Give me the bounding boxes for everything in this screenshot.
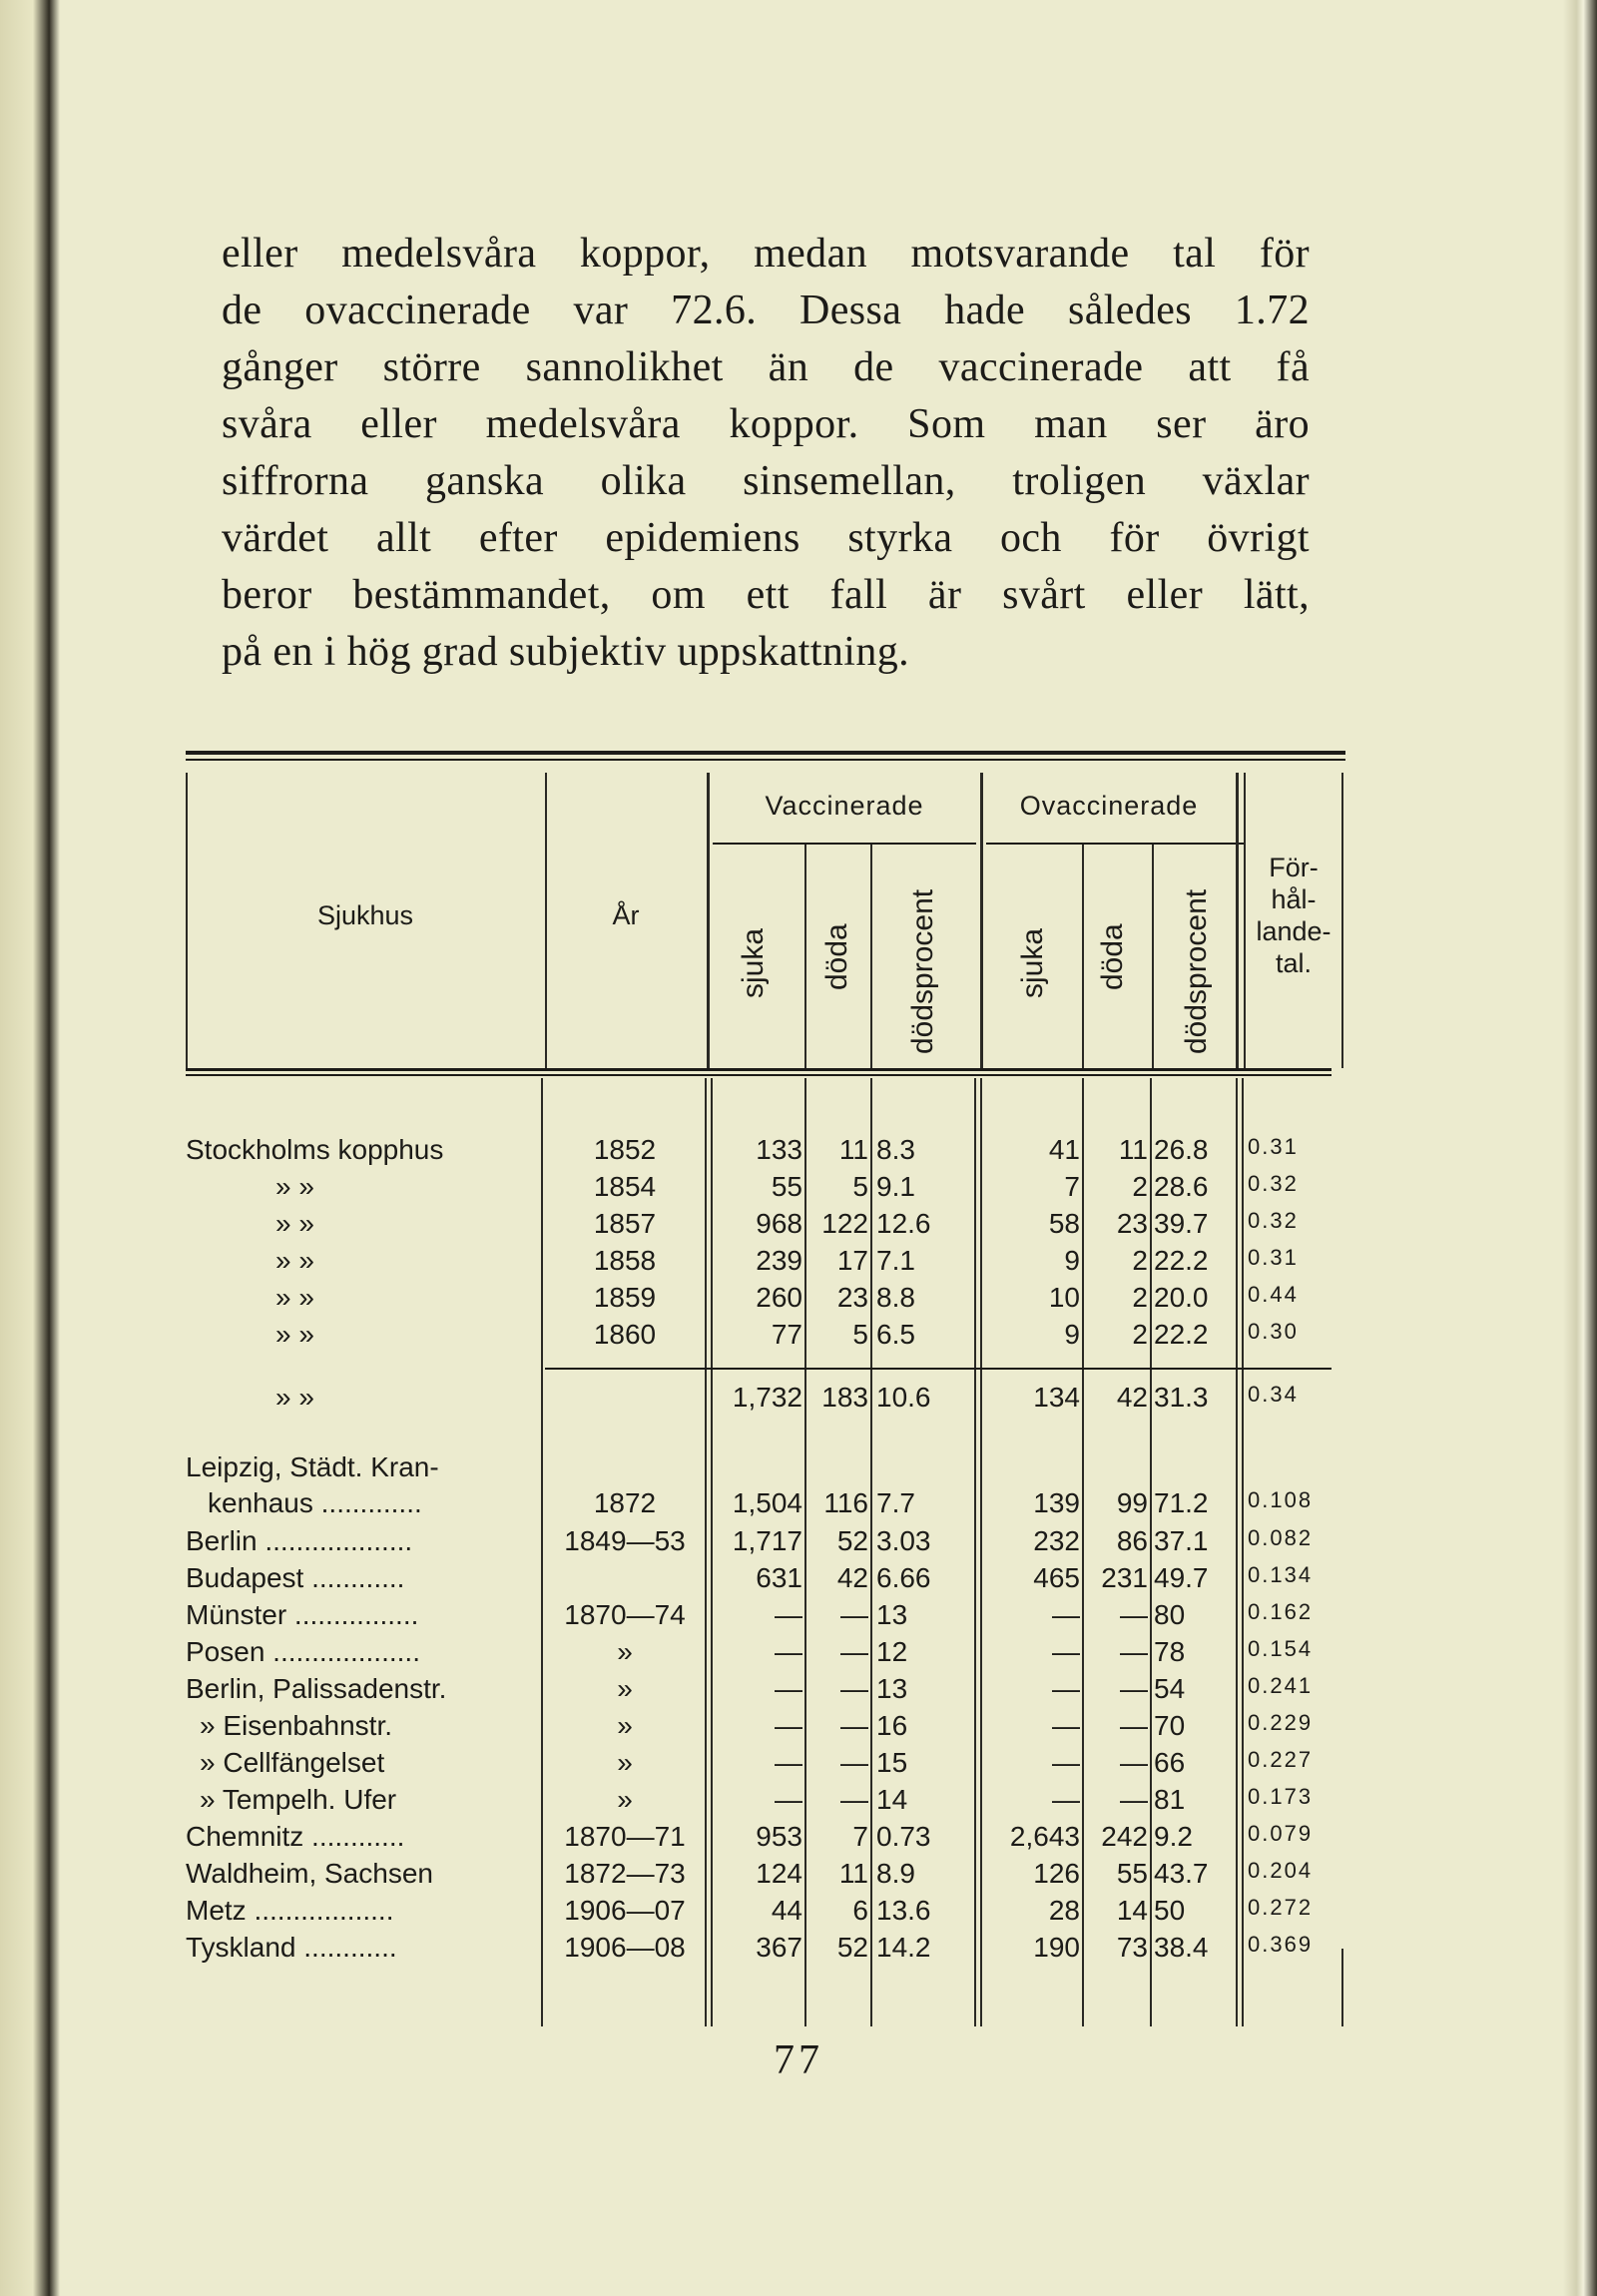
table-cell-vd: 7 — [852, 1821, 868, 1852]
table-cell-f: 0.082 — [1248, 1525, 1314, 1550]
header-o-sjuka: sjuka — [1016, 927, 1049, 998]
table-cell-vs: 124 — [756, 1858, 802, 1889]
table-cell-f: 0.32 — [1248, 1171, 1299, 1196]
table-cell-name: kenhaus ............. — [208, 1487, 422, 1518]
table-cell-year: » — [617, 1636, 633, 1667]
body-divider — [705, 1078, 707, 2026]
page-gutter — [0, 0, 60, 2296]
table-cell-f: 0.162 — [1248, 1599, 1314, 1624]
table-cell-f: 0.272 — [1248, 1895, 1314, 1920]
table-cell-op: 9.2 — [1154, 1821, 1193, 1852]
table-cell-vd: 52 — [836, 1932, 868, 1963]
table-cell-name: Waldheim, Sachsen — [186, 1858, 433, 1889]
header-v-sjuka: sjuka — [737, 927, 770, 998]
table-cell-od: 42 — [1116, 1382, 1148, 1413]
table-cell-f: 0.229 — [1248, 1710, 1314, 1735]
header-forhallande-3: lande- — [1256, 916, 1331, 946]
table-cell-name: Berlin, Palissadenstr. — [186, 1673, 447, 1704]
table-cell-vd: — — [840, 1599, 868, 1630]
table-cell-year: » — [617, 1710, 633, 1741]
table-cell-os: 232 — [1033, 1525, 1080, 1556]
table-cell-vp: 14 — [876, 1784, 908, 1815]
table-cell-name: Stockholms kopphus — [186, 1134, 444, 1165]
table-cell-op: 54 — [1154, 1673, 1186, 1704]
header-v-dodsprocent: dödsprocent — [906, 888, 939, 1054]
table-cell-vs: 133 — [756, 1134, 802, 1165]
table-cell-name: » Eisenbahnstr. — [200, 1710, 393, 1741]
table-cell-year: 1860 — [593, 1319, 657, 1350]
table-cell-vs: 631 — [756, 1562, 802, 1593]
table-cell-op: 37.1 — [1154, 1525, 1209, 1556]
table-cell-od: 2 — [1132, 1171, 1148, 1202]
body-divider — [870, 1078, 872, 2026]
table-cell-op: 49.7 — [1154, 1562, 1209, 1593]
table-cell-op: 38.4 — [1154, 1932, 1209, 1963]
table-cell-name: » Cellfängelset — [200, 1747, 385, 1778]
table-cell-vd: 52 — [836, 1525, 868, 1556]
smallpox-table — [186, 751, 1345, 2028]
table-cell-op: 20.0 — [1154, 1282, 1209, 1313]
table-cell-vd: 5 — [852, 1171, 868, 1202]
table-cell-vs: 968 — [756, 1208, 802, 1239]
table-cell-vp: 8.9 — [876, 1858, 915, 1889]
table-cell-name: Berlin ................... — [186, 1525, 413, 1556]
table-cell-vp: 13 — [876, 1673, 908, 1704]
table-cell-od: — — [1120, 1599, 1148, 1630]
table-cell-op: 71.2 — [1154, 1487, 1209, 1518]
table-cell-od: — — [1120, 1636, 1148, 1667]
table-cell-op: 70 — [1154, 1710, 1186, 1741]
table-cell-od: 2 — [1132, 1245, 1148, 1276]
body-divider — [1341, 1949, 1343, 2026]
paragraph-line: gånger större sannolikhet än de vaccinerade att få — [222, 344, 1310, 390]
table-cell-vs: 260 — [756, 1282, 802, 1313]
table-cell-vp: 13.6 — [876, 1895, 931, 1926]
table-cell-f: 0.31 — [1248, 1245, 1299, 1270]
table-cell-vd: — — [840, 1636, 868, 1667]
table-cell-od: 14 — [1116, 1895, 1148, 1926]
table-cell-year: » — [617, 1673, 633, 1704]
table-cell-year: 1870—71 — [564, 1821, 686, 1852]
table-cell-od: 242 — [1101, 1821, 1148, 1852]
table-cell-od: — — [1120, 1747, 1148, 1778]
table-cell-vp: 0.73 — [876, 1821, 931, 1852]
table-cell-od: — — [1120, 1784, 1148, 1815]
header-o-doda: döda — [1096, 923, 1129, 990]
table-cell-op: 80 — [1154, 1599, 1186, 1630]
table-cell-f: 0.204 — [1248, 1858, 1314, 1883]
table-cell-vs: — — [775, 1784, 802, 1815]
table-cell-os: 10 — [1048, 1282, 1080, 1313]
paragraph-line: på en i hög grad subjektiv uppskattning. — [222, 629, 910, 675]
table-cell-f: 0.31 — [1248, 1134, 1299, 1159]
table-cell-vs: 55 — [771, 1171, 802, 1202]
header-v-doda: döda — [820, 923, 853, 990]
table-cell-f: 0.108 — [1248, 1487, 1314, 1512]
table-cell-year: 1852 — [593, 1134, 657, 1165]
table-cell-op: 43.7 — [1154, 1858, 1209, 1889]
table-cell-od: 231 — [1101, 1562, 1148, 1593]
paragraph-line: eller medelsvåra koppor, medan motsvarande tal för — [222, 231, 1310, 277]
table-cell-vp: 14.2 — [876, 1932, 931, 1963]
table-cell-op: 78 — [1154, 1636, 1186, 1667]
table-cell-f: 0.34 — [1248, 1382, 1299, 1407]
header-divider — [1152, 845, 1154, 1068]
table-cell-os: 7 — [1064, 1171, 1080, 1202]
body-divider — [1242, 1078, 1244, 2026]
table-cell-op: 22.2 — [1154, 1319, 1209, 1350]
table-cell-op: 50 — [1154, 1895, 1186, 1926]
table-cell-f: 0.154 — [1248, 1636, 1314, 1661]
header-sjukhus: Sjukhus — [316, 900, 414, 930]
table-cell-op: 39.7 — [1154, 1208, 1209, 1239]
header-divider — [1341, 773, 1343, 1068]
table-cell-vs: 1,732 — [732, 1382, 802, 1413]
table-cell-vs: 1,717 — [732, 1525, 802, 1556]
table-cell-name: Chemnitz ............ — [186, 1821, 405, 1852]
table-cell-name: Posen ................... — [186, 1636, 420, 1667]
table-cell-year: » — [617, 1784, 633, 1815]
table-cell-vs: — — [775, 1599, 802, 1630]
table-cell-os: 134 — [1033, 1382, 1080, 1413]
table-cell-name: » » — [275, 1171, 314, 1202]
table-cell-os: 9 — [1064, 1319, 1080, 1350]
table-cell-name: Budapest ............ — [186, 1562, 405, 1593]
table-cell-vd: 183 — [821, 1382, 868, 1413]
table-cell-vd: 11 — [838, 1858, 868, 1889]
table-cell-name: » Tempelh. Ufer — [200, 1784, 397, 1815]
table-cell-vs: 1,504 — [732, 1487, 802, 1518]
table-cell-year: 1870—74 — [564, 1599, 686, 1630]
subtotal-rule — [545, 1368, 1331, 1370]
table-cell-od: 55 — [1116, 1858, 1148, 1889]
header-forhallande-2: hål- — [1271, 884, 1317, 914]
table-cell-os: — — [1052, 1747, 1080, 1778]
table-cell-os: — — [1052, 1673, 1080, 1704]
table-cell-vp: 13 — [876, 1599, 908, 1630]
table-cell-name: Tyskland ............ — [186, 1932, 397, 1963]
table-cell-od: 99 — [1116, 1487, 1148, 1518]
table-cell-vs: — — [775, 1747, 802, 1778]
table-cell-vp: 16 — [876, 1710, 908, 1741]
table-cell-year: 1859 — [593, 1282, 657, 1313]
table-cell-year: 1906—08 — [564, 1932, 686, 1963]
table-top-rule-thin — [186, 759, 1345, 761]
table-cell-f: 0.32 — [1248, 1208, 1299, 1233]
header-forhallande-1: För- — [1269, 853, 1319, 882]
table-cell-vp: 8.8 — [876, 1282, 915, 1313]
table-cell-os: 465 — [1033, 1562, 1080, 1593]
table-cell-f: 0.134 — [1248, 1562, 1314, 1587]
table-cell-f: 0.227 — [1248, 1747, 1314, 1772]
header-bottom-rule — [186, 1068, 1331, 1071]
table-cell-op: 22.2 — [1154, 1245, 1209, 1276]
vaccinerade-underline — [713, 843, 976, 845]
paragraph-line: svåra eller medelsvåra koppor. Som man ser äro — [222, 401, 1310, 447]
table-cell-os: 139 — [1033, 1487, 1080, 1518]
table-cell-year: 1872—73 — [564, 1858, 686, 1889]
table-cell-year: 1858 — [593, 1245, 657, 1276]
table-cell-year: 1854 — [593, 1171, 657, 1202]
table-cell-vp: 12.6 — [876, 1208, 931, 1239]
table-cell-vd: 42 — [836, 1562, 868, 1593]
header-divider — [1236, 773, 1239, 1068]
body-divider — [541, 1078, 543, 2026]
table-cell-name: » » — [275, 1245, 314, 1276]
table-cell-vd: — — [840, 1673, 868, 1704]
table-cell-op: 26.8 — [1154, 1134, 1209, 1165]
table-cell-od: 23 — [1116, 1208, 1148, 1239]
table-cell-name: Münster ................ — [186, 1599, 419, 1630]
page-number: 77 — [774, 2037, 823, 2083]
table-cell-op: 28.6 — [1154, 1171, 1209, 1202]
table-top-rule — [186, 751, 1345, 755]
table-cell-vp: 3.03 — [876, 1525, 931, 1556]
table-cell-vp: 8.3 — [876, 1134, 915, 1165]
table-cell-year: » — [617, 1747, 633, 1778]
table-cell-vp: 9.1 — [876, 1171, 915, 1202]
table-cell-f: 0.369 — [1248, 1932, 1314, 1957]
table-cell-vs: 77 — [771, 1319, 802, 1350]
table-cell-vd: 122 — [821, 1208, 868, 1239]
table-cell-vp: 6.66 — [876, 1562, 931, 1593]
header-o-dodsprocent: dödsprocent — [1180, 888, 1213, 1054]
table-cell-vs: — — [775, 1636, 802, 1667]
paragraph-line: siffrorna ganska olika sinsemellan, troligen växlar — [222, 458, 1310, 504]
table-cell-os: 190 — [1033, 1932, 1080, 1963]
table-cell-od: 2 — [1132, 1319, 1148, 1350]
table-cell-op: 81 — [1154, 1784, 1186, 1815]
table-cell-name: » » — [275, 1282, 314, 1313]
paragraph-line: de ovaccinerade var 72.6. Dessa hade således 1.72 — [222, 287, 1310, 333]
table-cell-vd: 23 — [836, 1282, 868, 1313]
table-cell-year: 1906—07 — [564, 1895, 686, 1926]
page-edge — [1563, 0, 1597, 2296]
header-bottom-rule-thin — [186, 1074, 1331, 1076]
header-ovaccinerade: Ovaccinerade — [1019, 791, 1199, 821]
paragraph-line: beror bestämmandet, om ett fall är svårt eller lätt, — [222, 572, 1310, 618]
table-cell-vs: 44 — [771, 1895, 802, 1926]
table-cell-vp: 10.6 — [876, 1382, 931, 1413]
table-cell-name: » » — [275, 1208, 314, 1239]
paragraph-line: värdet allt efter epidemiens styrka och för övrigt — [222, 515, 1310, 561]
table-cell-od: — — [1120, 1673, 1148, 1704]
table-cell-vs: — — [775, 1710, 802, 1741]
table-cell-vp: 12 — [876, 1636, 908, 1667]
header-divider — [804, 845, 806, 1068]
body-divider — [1150, 1078, 1152, 2026]
table-cell-od: 11 — [1118, 1134, 1148, 1165]
table-cell-os: — — [1052, 1710, 1080, 1741]
header-ar: År — [612, 900, 640, 930]
table-cell-vs: 367 — [756, 1932, 802, 1963]
table-cell-vp: 7.7 — [876, 1487, 915, 1518]
table-cell-os: 2,643 — [1009, 1821, 1080, 1852]
table-cell-vs: 239 — [756, 1245, 802, 1276]
table-cell-vp: 15 — [876, 1747, 908, 1778]
table-cell-f: 0.173 — [1248, 1784, 1314, 1809]
table-cell-year: 1872 — [593, 1487, 657, 1518]
table-cell-vd: — — [840, 1784, 868, 1815]
table-cell-vp: 7.1 — [876, 1245, 915, 1276]
table-cell-os: 41 — [1048, 1134, 1080, 1165]
table-cell-vd: 17 — [836, 1245, 868, 1276]
table-cell-name: Leipzig, Städt. Kran- — [186, 1451, 439, 1482]
table-cell-od: 73 — [1116, 1932, 1148, 1963]
table-cell-vs: — — [775, 1673, 802, 1704]
table-cell-op: 66 — [1154, 1747, 1186, 1778]
table-cell-od: 86 — [1116, 1525, 1148, 1556]
table-cell-od: — — [1120, 1710, 1148, 1741]
table-cell-vd: — — [840, 1747, 868, 1778]
table-cell-year: 1857 — [593, 1208, 657, 1239]
table-cell-name: » » — [275, 1319, 314, 1350]
table-cell-os: 28 — [1048, 1895, 1080, 1926]
table-cell-os: — — [1052, 1636, 1080, 1667]
table-cell-od: 2 — [1132, 1282, 1148, 1313]
table-cell-vd: 11 — [838, 1134, 868, 1165]
header-divider — [870, 845, 872, 1068]
table-cell-os: — — [1052, 1599, 1080, 1630]
table-cell-f: 0.44 — [1248, 1282, 1299, 1307]
table-cell-os: 9 — [1064, 1245, 1080, 1276]
table-cell-name: Metz .................. — [186, 1895, 394, 1926]
table-cell-os: 58 — [1048, 1208, 1080, 1239]
table-cell-op: 31.3 — [1154, 1382, 1209, 1413]
table-cell-f: 0.30 — [1248, 1319, 1299, 1344]
header-vaccinerade: Vaccinerade — [765, 791, 924, 821]
ovaccinerade-underline — [986, 843, 1244, 845]
body-divider — [1236, 1078, 1238, 2026]
table-cell-vd: 116 — [823, 1487, 868, 1518]
table-cell-name: » » — [275, 1382, 314, 1413]
body-paragraph — [222, 226, 1310, 681]
table-cell-year: 1849—53 — [564, 1525, 686, 1556]
header-divider — [1082, 845, 1084, 1068]
table-cell-os: 126 — [1033, 1858, 1080, 1889]
table-cell-vp: 6.5 — [876, 1319, 915, 1350]
header-forhallande-4: tal. — [1275, 948, 1313, 978]
table-cell-vd: — — [840, 1710, 868, 1741]
table-cell-vd: 5 — [852, 1319, 868, 1350]
table-cell-vs: 953 — [756, 1821, 802, 1852]
table-cell-vd: 6 — [852, 1895, 868, 1926]
table-cell-f: 0.079 — [1248, 1821, 1314, 1846]
body-divider — [974, 1078, 976, 2026]
table-cell-f: 0.241 — [1248, 1673, 1314, 1698]
table-cell-os: — — [1052, 1784, 1080, 1815]
